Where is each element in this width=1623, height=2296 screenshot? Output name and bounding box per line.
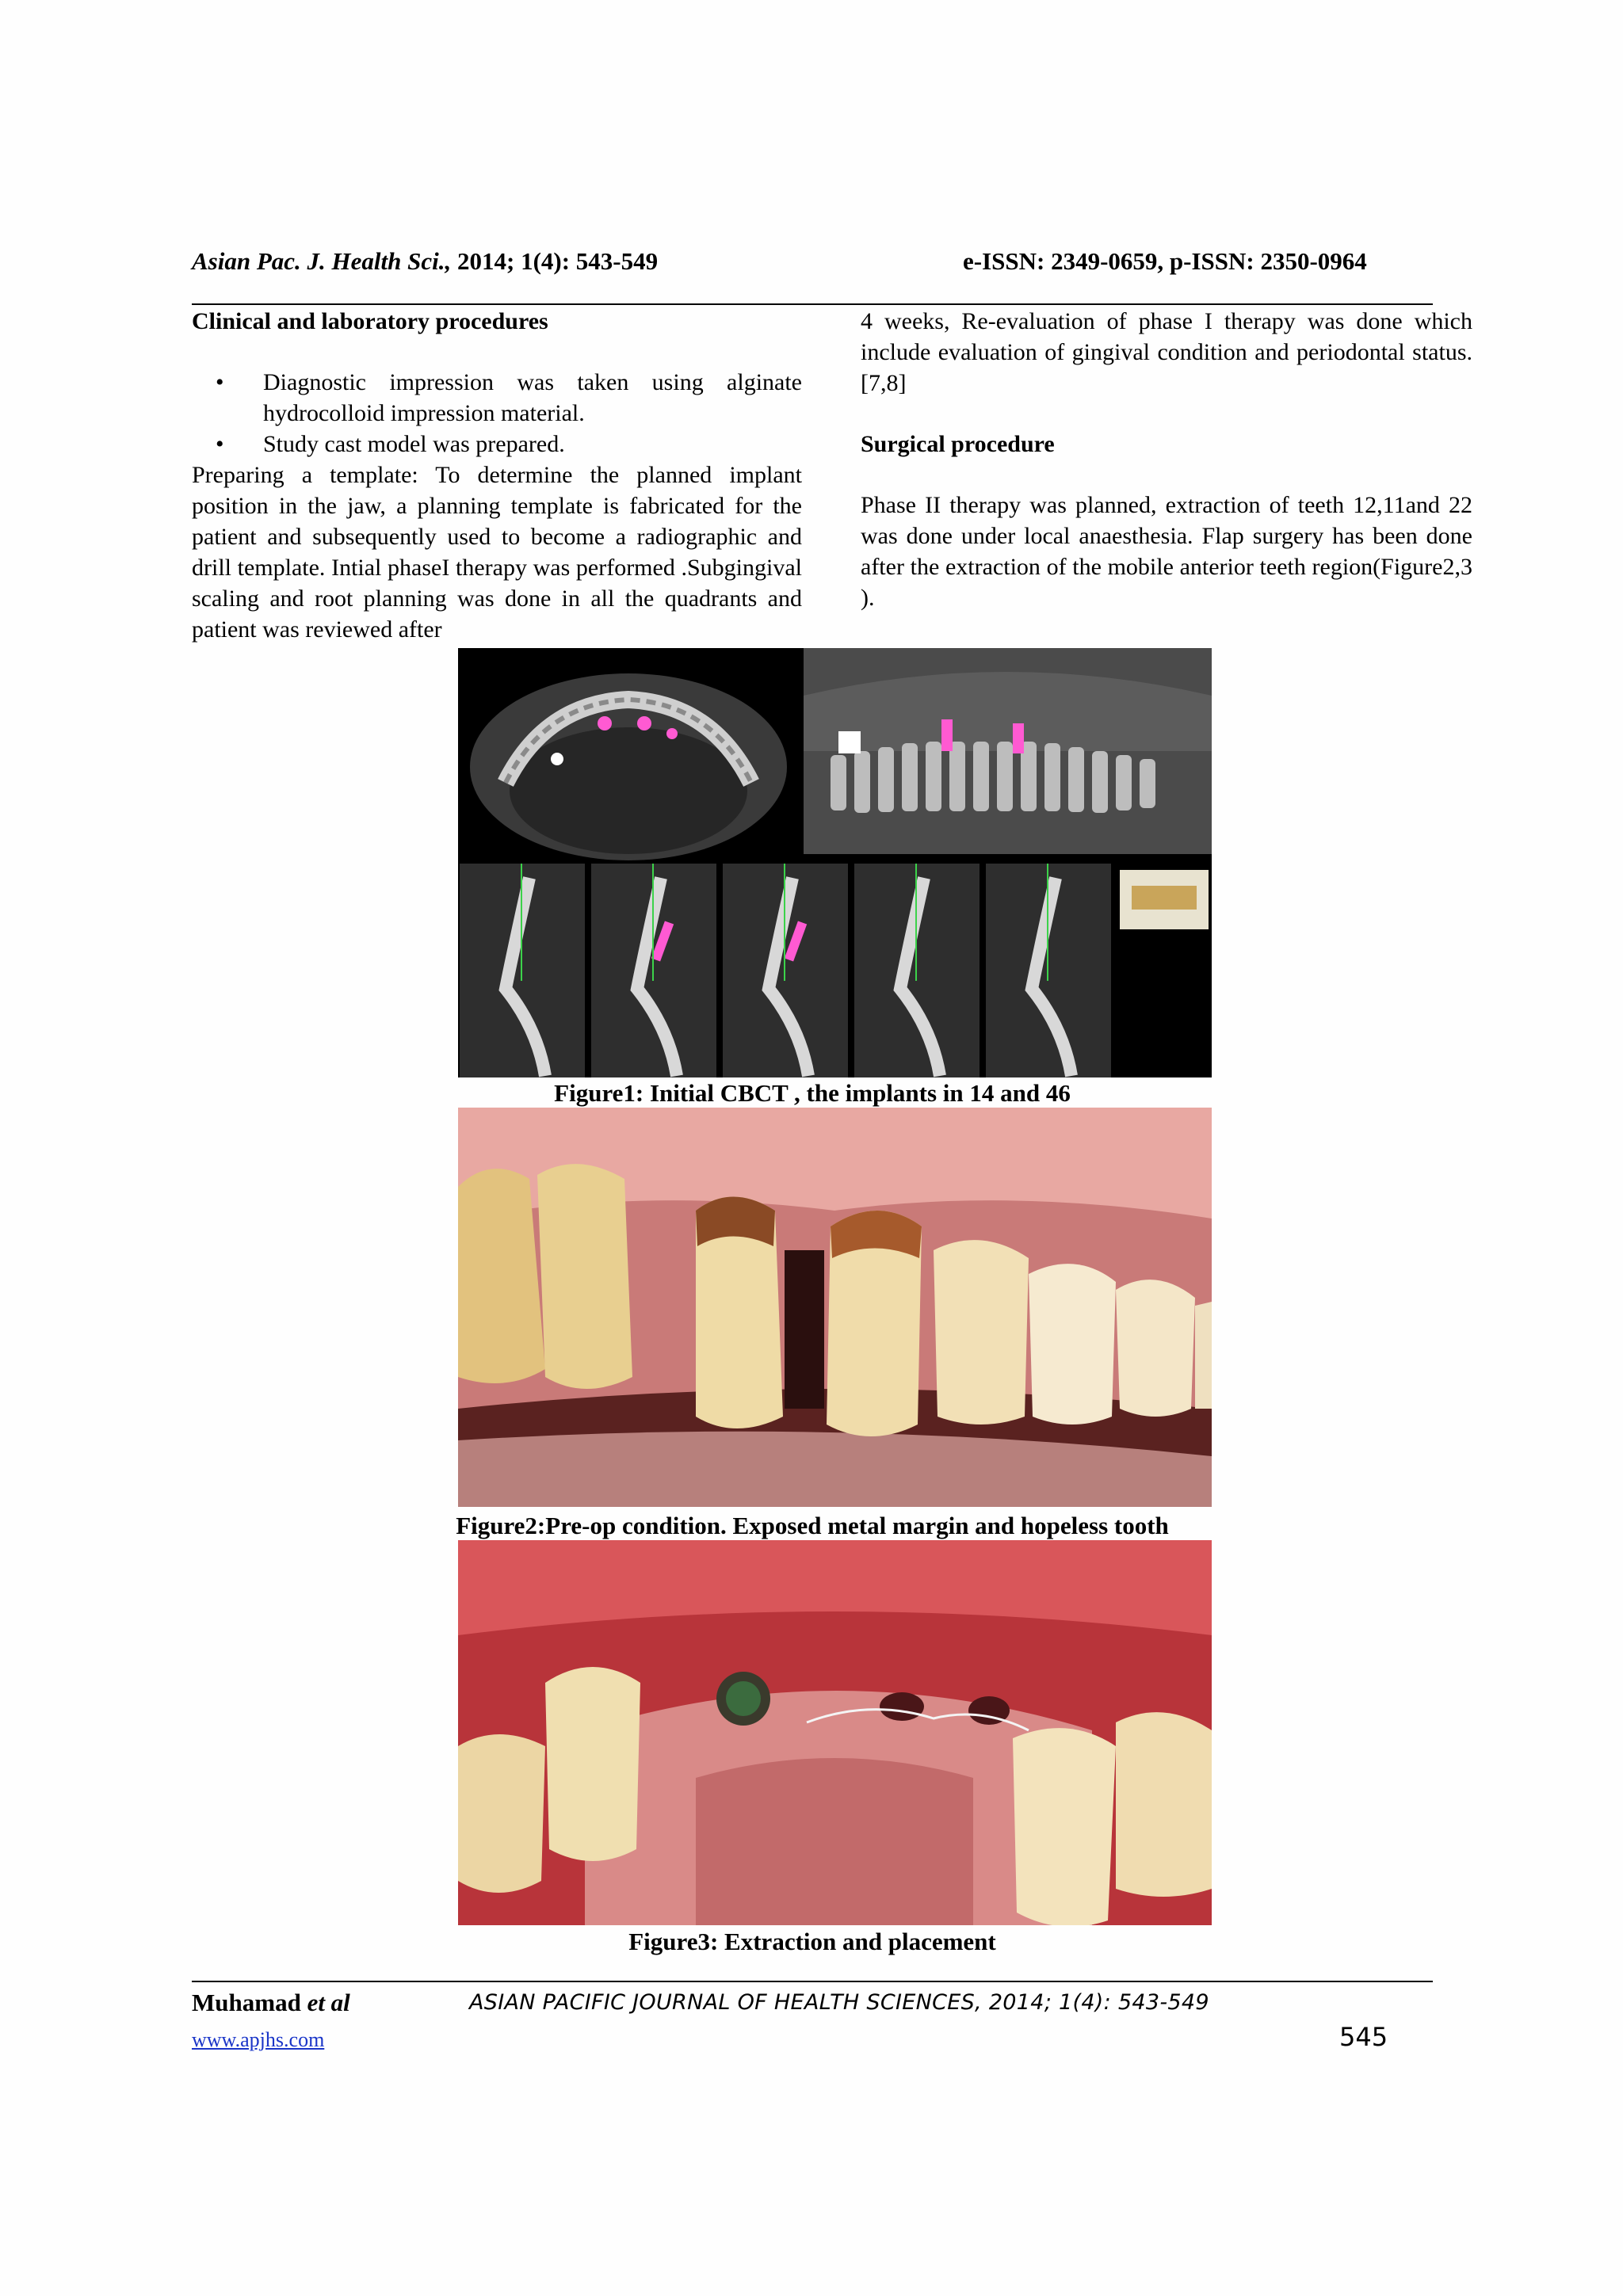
running-header-issn: e-ISSN: 2349-0659, p-ISSN: 2350-0964	[963, 247, 1367, 275]
body-paragraph: Phase II therapy was planned, extraction of teeth 12,11and 22 was done under local anaesthesia. Flap surgery has been done after the extraction of the mobile anterior teeth region(Figure2,3 ).	[861, 492, 1472, 611]
running-header-citation	[192, 247, 658, 276]
figure-3-caption: Figure3: Extraction and placement	[628, 1928, 996, 1955]
footer-rule	[192, 1981, 1433, 1982]
procedure-bullet-list	[192, 367, 802, 460]
journal-website-link[interactable]: www.apjhs.com	[192, 2028, 325, 2051]
figure-2-clinical-photo	[458, 1108, 1212, 1507]
figure-2-caption: Figure2:Pre-op condition. Exposed metal margin and hopeless tooth	[456, 1512, 1169, 1539]
body-paragraph: 4 weeks, Re-evaluation of phase I therapy was done which include evaluation of gingival condition and periodontal status.[7,8]	[861, 308, 1472, 396]
header-rule	[192, 303, 1433, 305]
figure-1-cbct-image	[458, 648, 1212, 1077]
figure-1-caption: Figure1: Initial CBCT , the implants in 14 and 46	[554, 1079, 1071, 1107]
right-column	[861, 306, 1472, 613]
author-name: Muhamad	[192, 1989, 307, 2016]
left-column	[192, 306, 802, 645]
page-number: 545	[1339, 2022, 1388, 2052]
figure-3-clinical-photo	[458, 1540, 1212, 1925]
spacer	[861, 460, 1472, 490]
body-paragraph: Preparing a template: To determine the planned implant position in the jaw, a planning template is fabricated for the patient and subsequently used to become a radiographic and drill template. Intial phaseI therapy was performed .Subgingival scaling and root planning was done in all the quadrants and patient was reviewed after	[192, 462, 802, 643]
journal-citation: 2014; 1(4): 543-549	[451, 247, 659, 275]
author-etal: et al	[307, 1989, 350, 2016]
section-heading-clinical: Clinical and laboratory procedures	[192, 308, 548, 334]
spacer	[861, 399, 1472, 429]
spacer	[192, 337, 802, 367]
footer-author	[192, 1989, 350, 2017]
section-heading-surgical: Surgical procedure	[861, 431, 1055, 457]
journal-abbreviation: Asian Pac. J. Health Sci.,	[192, 247, 452, 275]
footer-journal-citation: ASIAN PACIFIC JOURNAL OF HEALTH SCIENCES, 2014; 1(4): 543-549	[469, 1990, 1209, 2015]
bullet-item: • Study cast model was prepared.	[192, 429, 802, 460]
bullet-item: • Diagnostic impression was taken using alginate hydrocolloid impression material.	[192, 367, 802, 429]
